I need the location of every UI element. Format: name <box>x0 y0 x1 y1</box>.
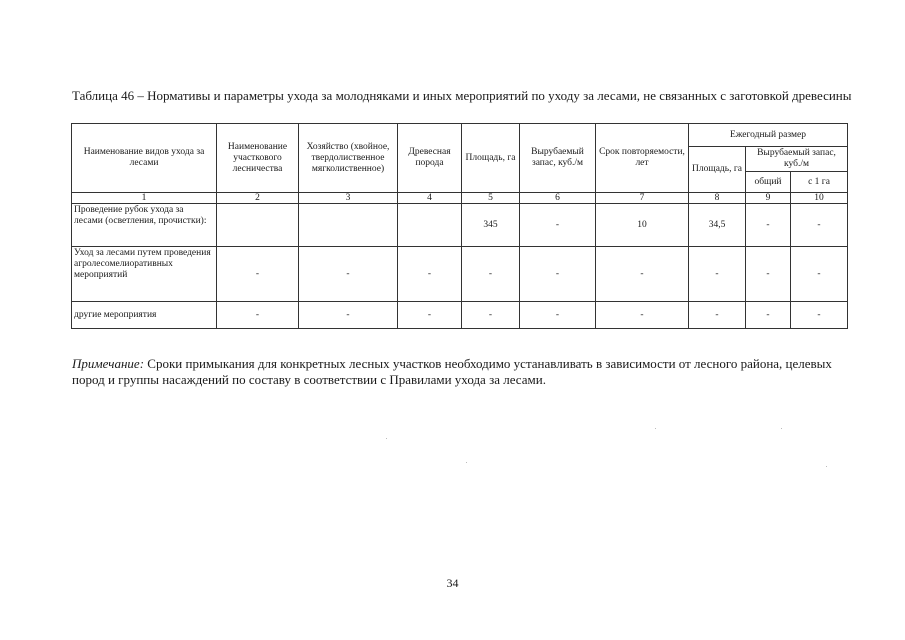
table-cell <box>299 204 398 247</box>
header-cut-volume: Вырубаемый запас, куб./м <box>520 124 596 193</box>
table-cell: - <box>596 302 689 329</box>
header-repeat-period: Срок повторяемости, лет <box>596 124 689 193</box>
note-label: Примечание: <box>72 356 145 371</box>
table-cell: - <box>746 247 791 302</box>
scan-speck <box>655 428 656 429</box>
header-area: Площадь, га <box>462 124 520 193</box>
table-note <box>72 356 852 388</box>
scan-speck <box>386 438 387 439</box>
table-row <box>72 204 848 247</box>
table-cell: - <box>791 247 848 302</box>
table-cell: 10 <box>596 204 689 247</box>
forest-care-table <box>71 123 848 329</box>
col-number: 3 <box>299 193 398 204</box>
col-number: 10 <box>791 193 848 204</box>
col-number: 4 <box>398 193 462 204</box>
table-caption: Таблица 46 – Нормативы и параметры ухода за молодняками и иных мероприятий по уходу за лесами, не связанных с заготовкой древесины <box>72 88 852 103</box>
header-economy: Хозяйство (хвойное, твердолиственное мягколиственное) <box>299 124 398 193</box>
header-annual-total: общий <box>746 172 791 193</box>
col-number: 2 <box>217 193 299 204</box>
table-cell <box>217 204 299 247</box>
table-cell: - <box>217 247 299 302</box>
row-label: Проведение рубок ухода за лесами (осветления, прочистки): <box>72 204 217 247</box>
col-number: 8 <box>689 193 746 204</box>
table-cell: - <box>689 247 746 302</box>
table-cell: - <box>791 302 848 329</box>
table-cell: - <box>520 247 596 302</box>
table-cell: - <box>746 302 791 329</box>
table-cell: - <box>299 247 398 302</box>
table-cell: 34,5 <box>689 204 746 247</box>
table-cell: - <box>398 302 462 329</box>
table-cell: - <box>791 204 848 247</box>
header-annual-size: Ежегодный размер <box>689 124 848 147</box>
table-cell <box>398 204 462 247</box>
table-cell: - <box>596 247 689 302</box>
col-number: 7 <box>596 193 689 204</box>
scan-speck <box>466 462 467 463</box>
table-row <box>72 247 848 302</box>
table-cell: - <box>520 302 596 329</box>
header-tree-species: Древесная порода <box>398 124 462 193</box>
scan-speck <box>826 466 827 467</box>
header-care-type: Наименование видов ухода за лесами <box>72 124 217 193</box>
table-cell: - <box>217 302 299 329</box>
table-row <box>72 302 848 329</box>
header-annual-cut-volume: Вырубаемый запас, куб./м <box>746 147 848 172</box>
col-number: 1 <box>72 193 217 204</box>
table-cell: - <box>520 204 596 247</box>
header-annual-per-ha: с 1 га <box>791 172 848 193</box>
note-text: Сроки примыкания для конкретных лесных участков необходимо устанавливать в зависимости от лесного района, целевых пород и группы насаждений по составу в соответствии с Правилами ухода за лесами. <box>72 356 832 387</box>
col-number: 9 <box>746 193 791 204</box>
header-forestry-name: Наименование участкового лесничества <box>217 124 299 193</box>
table-cell: - <box>398 247 462 302</box>
header-annual-area: Площадь, га <box>689 147 746 193</box>
table-cell: - <box>299 302 398 329</box>
table-cell: - <box>462 247 520 302</box>
col-number: 5 <box>462 193 520 204</box>
table-cell: - <box>746 204 791 247</box>
scan-speck <box>781 428 782 429</box>
table-cell: - <box>689 302 746 329</box>
table-cell: - <box>462 302 520 329</box>
row-label: другие мероприятия <box>72 302 217 329</box>
table-cell: 345 <box>462 204 520 247</box>
page-number: 34 <box>446 576 459 590</box>
col-number: 6 <box>520 193 596 204</box>
row-label: Уход за лесами путем проведения агролесомелиоративных мероприятий <box>72 247 217 302</box>
